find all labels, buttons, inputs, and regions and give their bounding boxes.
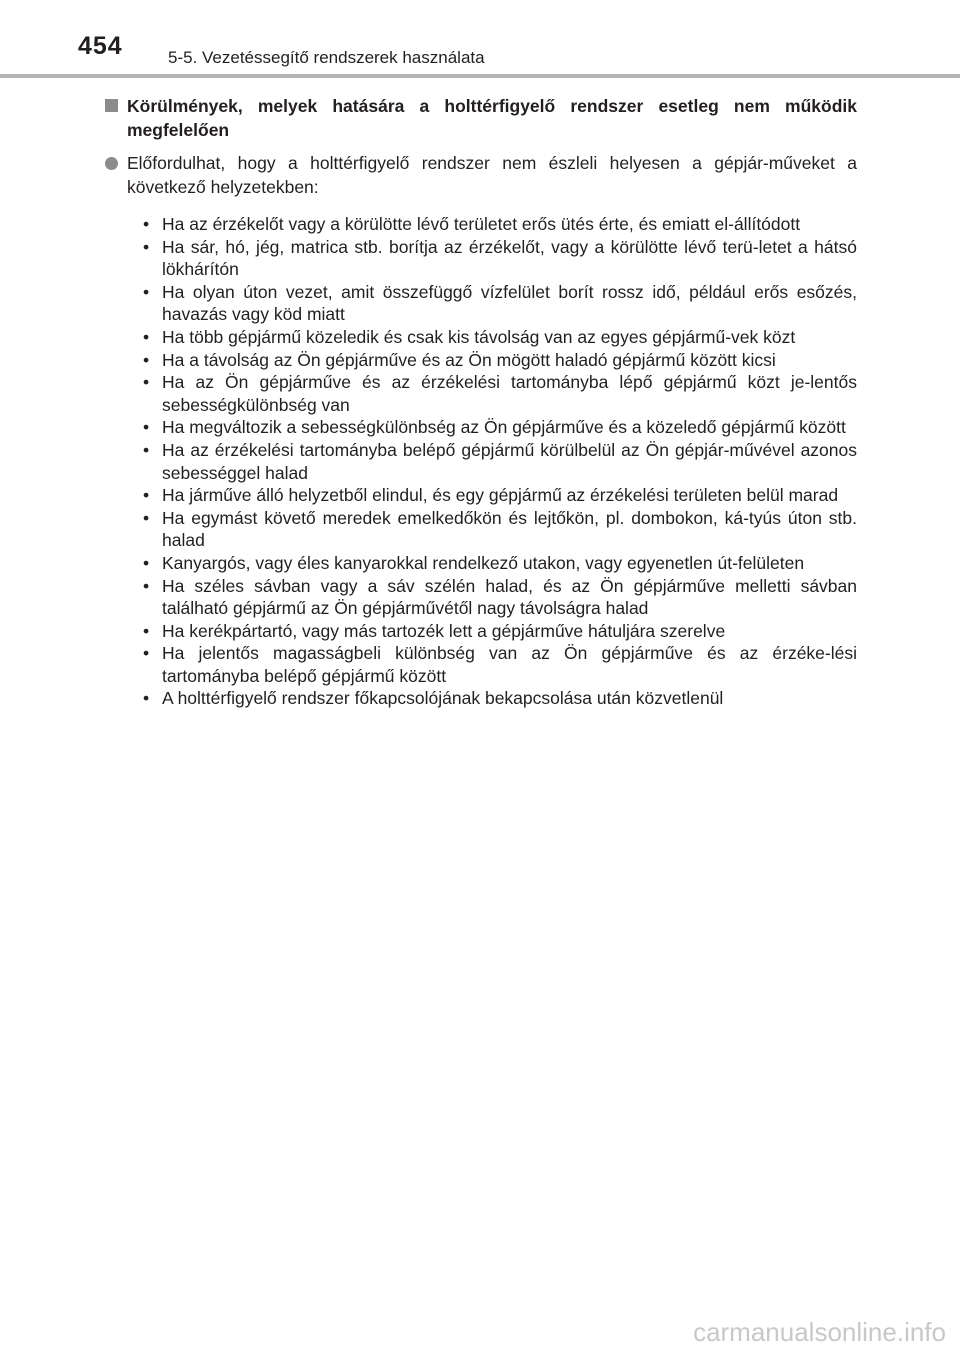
list-item	[141, 620, 857, 643]
bullet-dot-icon: •	[143, 439, 150, 460]
list-item	[141, 349, 857, 372]
page-header	[0, 0, 960, 80]
circle-bullet-icon	[105, 157, 118, 170]
condition-list	[105, 213, 857, 710]
list-item-text: A holttérfigyelő rendszer főkapcsolójának bekapcsolása után közvetlenül	[162, 688, 724, 709]
list-item	[141, 575, 857, 620]
bullet-dot-icon: •	[143, 552, 150, 573]
square-bullet-icon	[105, 99, 118, 112]
main-content	[105, 94, 857, 710]
list-item-text: Ha járműve álló helyzetből elindul, és egy gépjármű az érzékelési területen belül marad	[162, 485, 839, 506]
list-item-text: Ha egymást követő meredek emelkedőkön és lejtőkön, pl. dombokon, ká-tyús úton stb. halad	[162, 507, 857, 551]
list-item	[141, 552, 857, 575]
list-item	[141, 416, 857, 439]
list-item	[141, 687, 857, 710]
section-title: 5-5. Vezetéssegítő rendszerek használata	[168, 48, 485, 67]
section-heading-text: Körülmények, melyek hatására a holttérfigyelő rendszer esetleg nem működik megfelelően	[127, 96, 857, 140]
list-item-text: Ha jelentős magasságbeli különbség van az Ön gépjárműve és az érzéke-lési tartományba belépő gépjármű között	[162, 643, 857, 686]
list-item-text: Ha több gépjármű közeledik és csak kis távolság van az egyes gépjármű-vek közt	[162, 326, 796, 347]
bullet-dot-icon: •	[143, 688, 150, 709]
list-item	[141, 371, 857, 416]
list-item-text: Ha kerékpártartó, vagy más tartozék lett a gépjárműve hátuljára szerelve	[162, 620, 726, 641]
list-item-text: Ha az érzékelőt vagy a körülötte lévő területet erős ütés érte, és emiatt el-állítódott	[162, 214, 801, 234]
bullet-dot-icon: •	[143, 372, 150, 393]
list-item	[141, 439, 857, 484]
bullet-dot-icon: •	[143, 620, 150, 641]
list-item-text: Ha olyan úton vezet, amit összefüggő vízfelület borít rossz idő, például erős esőzés, havazás vagy köd miatt	[162, 281, 857, 325]
list-item	[141, 326, 857, 349]
list-item-text: Ha sár, hó, jég, matrica stb. borítja az érzékelőt, vagy a körülötte lévő terü-letet a hátsó lökhárítón	[162, 236, 857, 280]
list-item-text: Ha széles sávban vagy a sáv szélén halad, és az Ön gépjárműve melletti sávban található gépjármű az Ön gépjárművétől nagy távolságra halad	[162, 575, 857, 619]
list-item-text: Ha a távolság az Ön gépjárműve és az Ön mögött haladó gépjármű között kicsi	[162, 349, 776, 370]
header-divider	[0, 74, 960, 78]
list-item-text: Ha az Ön gépjárműve és az érzékelési tartományba lépő gépjármű közt je-lentős sebességkülönbség van	[162, 372, 857, 415]
bullet-dot-icon: •	[143, 507, 150, 528]
bullet-dot-icon: •	[143, 236, 150, 257]
list-item-text: Ha az érzékelési tartományba belépő gépjármű körülbelül az Ön gépjár-művével azonos sebességgel halad	[162, 439, 857, 483]
bullet-dot-icon: •	[143, 281, 150, 302]
list-item-text: Kanyargós, vagy éles kanyarokkal rendelkező utakon, vagy egyenetlen út-felületen	[162, 552, 805, 573]
bullet-dot-icon: •	[143, 349, 150, 370]
list-item	[141, 507, 857, 552]
list-item	[141, 484, 857, 507]
bullet-dot-icon: •	[143, 326, 150, 347]
list-item-text: Ha megváltozik a sebességkülönbség az Ön gépjárműve és a közeledő gépjármű között	[162, 417, 846, 438]
watermark-text: carmanualsonline.info	[693, 1317, 946, 1347]
list-item	[141, 281, 857, 326]
bullet-dot-icon: •	[143, 214, 150, 234]
lead-paragraph	[105, 151, 857, 199]
bullet-dot-icon: •	[143, 417, 150, 438]
list-item	[141, 213, 857, 236]
list-item	[141, 236, 857, 281]
list-item	[141, 642, 857, 687]
bullet-dot-icon: •	[143, 643, 150, 664]
section-heading	[105, 94, 857, 142]
bullet-dot-icon: •	[143, 575, 150, 596]
bullet-dot-icon: •	[143, 485, 150, 506]
page-number: 454	[78, 32, 123, 60]
lead-paragraph-text: Előfordulhat, hogy a holttérfigyelő rendszer nem észleli helyesen a gépjár-műveket a következő helyzetekben:	[127, 153, 857, 197]
